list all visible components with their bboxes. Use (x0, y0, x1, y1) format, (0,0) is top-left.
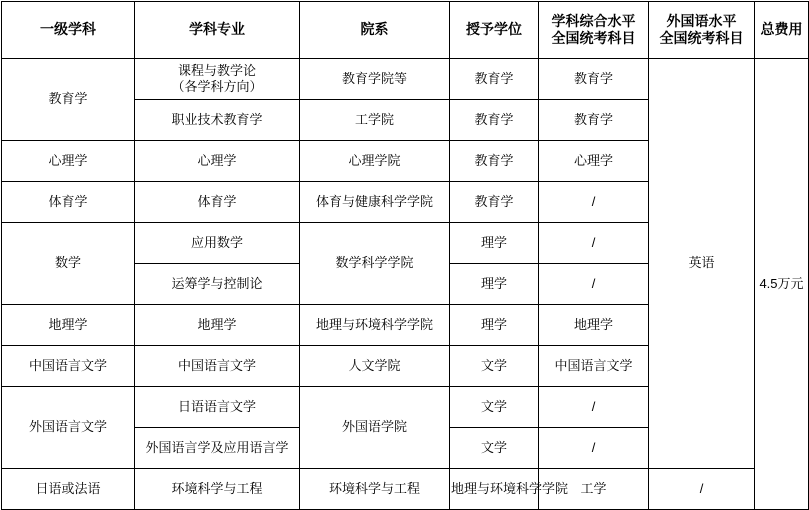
header-total-fee: 总费用 (755, 2, 809, 59)
header-discipline-exam-line2: 全国统考科目 (551, 30, 636, 46)
cell-dept-humanities-college: 人文学院 (300, 346, 450, 387)
cell-discipline-physical-education: 体育学 (2, 182, 135, 223)
header-primary-discipline: 一级学科 (2, 2, 135, 59)
header-discipline-exam (539, 2, 649, 59)
cell-subject-psychology: 心理学 (539, 141, 649, 182)
cell-discipline-mathematics: 数学 (2, 223, 135, 305)
cell-dept-sports-health-college: 体育与健康科学学院 (300, 182, 450, 223)
cell-discipline-psychology: 心理学 (2, 141, 135, 182)
cell-major-environmental-engineering: 环境科学与工程 (300, 469, 450, 510)
cell-degree-physical-education: 教育学 (450, 182, 539, 223)
cell-major-chinese-literature: 中国语言文学 (135, 346, 300, 387)
cell-subject-physical-education: / (539, 182, 649, 223)
cell-dept-foreign-languages-college: 外国语学院 (300, 387, 450, 469)
cell-major-physical-education: 体育学 (135, 182, 300, 223)
cell-major-vocational-tech-education: 职业技术教育学 (135, 100, 300, 141)
cell-foreign-language-japanese-french: 日语或法语 (2, 469, 135, 510)
cell-major-psychology: 心理学 (135, 141, 300, 182)
header-degree: 授予学位 (450, 2, 539, 59)
cell-total-fee: 4.5万元 (755, 59, 809, 510)
cell-discipline-foreign-literature: 外国语言文学 (2, 387, 135, 469)
cell-dept-psychology-college: 心理学院 (300, 141, 450, 182)
cell-subject-education-2: 教育学 (539, 100, 649, 141)
cell-subject-foreign-1: / (539, 387, 649, 428)
table-row (2, 59, 809, 100)
cell-dept-engineering-college: 工学院 (300, 100, 450, 141)
cell-degree-engineering: 工学 (539, 469, 649, 510)
cell-degree-science-1: 理学 (450, 223, 539, 264)
cell-major-foreign-linguistics: 外国语言学及应用语言学 (135, 428, 300, 469)
cell-degree-geography: 理学 (450, 305, 539, 346)
header-major: 学科专业 (135, 2, 300, 59)
cell-dept-geography-environment-college: 地理与环境科学学院 (300, 305, 450, 346)
cell-subject-geography: 地理学 (539, 305, 649, 346)
cell-foreign-language-english-main: 英语 (649, 59, 755, 469)
cell-dept-education-college: 教育学院等 (300, 59, 450, 100)
cell-degree-chinese-literature: 文学 (450, 346, 539, 387)
cell-subject-environmental: / (649, 469, 755, 510)
cell-dept-geography-environment-college-2: 地理与环境科学学院 (450, 469, 539, 510)
cell-subject-math-1: / (539, 223, 649, 264)
cell-dept-math-science-college: 数学科学学院 (300, 223, 450, 305)
header-foreign-language-exam-line1: 外国语水平 (666, 12, 737, 29)
cell-major-curriculum-teaching-line1: 课程与教学论 (177, 62, 256, 78)
cell-degree-science-2: 理学 (450, 264, 539, 305)
cell-degree-literature-2: 文学 (450, 428, 539, 469)
cell-discipline-environmental-engineering: 环境科学与工程 (135, 469, 300, 510)
cell-discipline-geography: 地理学 (2, 305, 135, 346)
header-discipline-exam-line1: 学科综合水平 (551, 12, 636, 29)
table-header-row (2, 2, 809, 59)
cell-major-curriculum-teaching (135, 59, 300, 100)
cell-subject-chinese-literature: 中国语言文学 (539, 346, 649, 387)
cell-subject-foreign-2: / (539, 428, 649, 469)
cell-major-operations-research-control: 运筹学与控制论 (135, 264, 300, 305)
cell-degree-psychology: 教育学 (450, 141, 539, 182)
cell-subject-education-1: 教育学 (539, 59, 649, 100)
discipline-table (1, 1, 809, 510)
cell-subject-math-2: / (539, 264, 649, 305)
cell-major-curriculum-teaching-line2: （各学科方向） (171, 79, 263, 94)
cell-major-applied-mathematics: 应用数学 (135, 223, 300, 264)
cell-degree-education-2: 教育学 (450, 100, 539, 141)
cell-discipline-education: 教育学 (2, 59, 135, 141)
header-department: 院系 (300, 2, 450, 59)
header-foreign-language-exam (649, 2, 755, 59)
header-foreign-language-exam-line2: 全国统考科目 (659, 30, 744, 46)
cell-major-geography: 地理学 (135, 305, 300, 346)
cell-degree-education-1: 教育学 (450, 59, 539, 100)
cell-major-japanese-literature: 日语语言文学 (135, 387, 300, 428)
cell-discipline-chinese-literature: 中国语言文学 (2, 346, 135, 387)
cell-degree-literature-1: 文学 (450, 387, 539, 428)
